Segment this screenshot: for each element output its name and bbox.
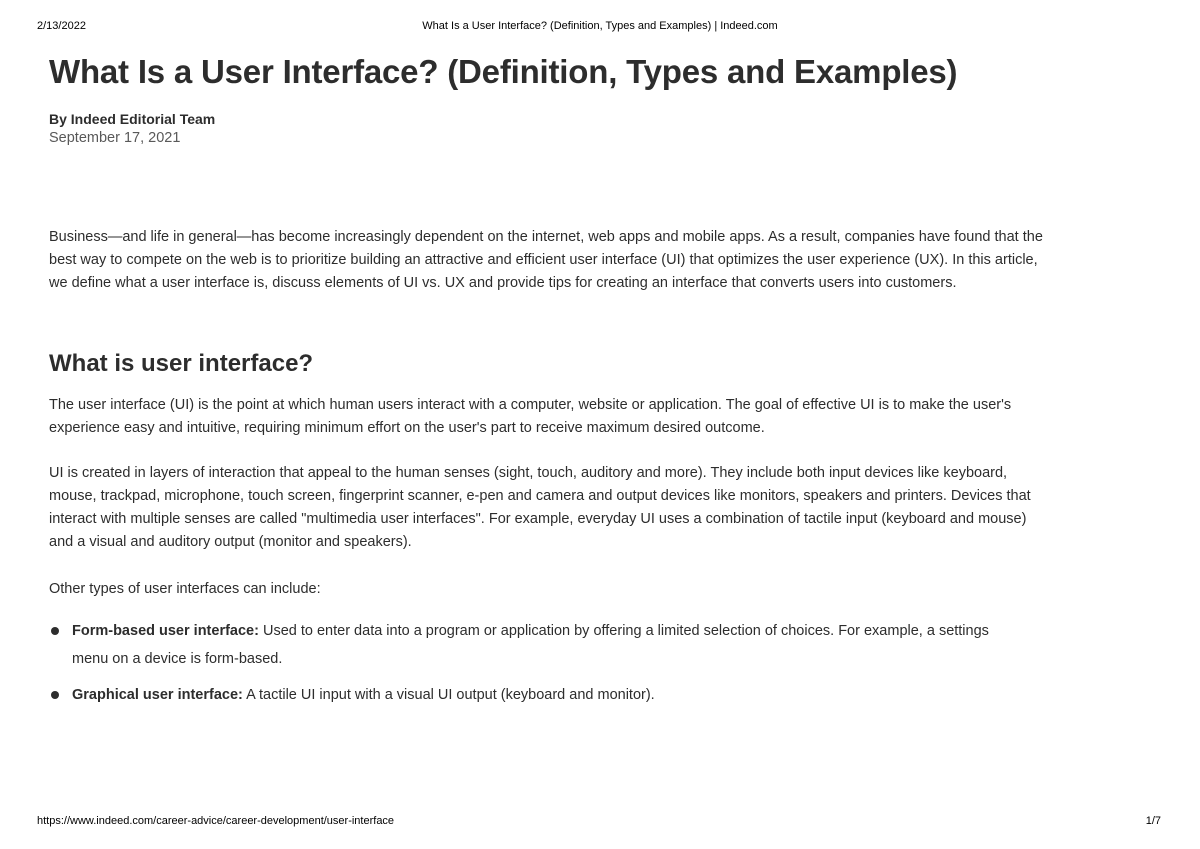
list-item [49,681,1012,709]
article [49,50,1049,703]
list-item [49,617,1012,673]
body-paragraph-1: The user interface (UI) is the point at which human users interact with a computer, website or application. The goal of effective UI is to make the user's experience easy and intuitive, requiring minimum effort on the user's part to receive maximum desired outcome. [49,397,1012,436]
body-paragraph-2: UI is created in layers of interaction that appeal to the human senses (sight, touch, auditory and more). They include both input devices like keyboard, mouse, trackpad, microphone, touch screen, fingerprint scanner, e-pen and camera and output devices like monitors, speakers and printers. Devices that interact with multiple senses are called "multimedia user interfaces". For example, everyday UI uses a combination of tactile input (keyboard and mouse) and a visual and auditory output (monitor and speakers). [49,465,1031,550]
list-item-term: Form-based user interface: [72,623,259,639]
list-item-term: Graphical user interface: [72,687,243,703]
publish-date: September 17, 2021 [49,130,181,146]
article-title: What Is a User Interface? (Definition, Types and Examples) [49,53,958,90]
print-url[interactable]: https://www.indeed.com/career-advice/career-development/user-interface [37,815,395,827]
author-byline[interactable]: By Indeed Editorial Team [49,111,216,127]
ui-types-list [49,617,1044,717]
print-footer [0,815,1200,831]
print-date: 2/13/2022 [37,20,86,32]
bullet-icon [51,691,59,699]
print-page-title: What Is a User Interface? (Definition, Types and Examples) | Indeed.com [422,20,778,32]
section-heading: What is user interface? [49,350,314,377]
page-number: 1/7 [1145,815,1161,827]
body-paragraph-3: Other types of user interfaces can include: [49,581,321,597]
list-item-text: A tactile UI input with a visual UI output (keyboard and monitor). [242,687,655,703]
list-item-text: Used to enter data into a program or application by offering a limited selection of choices. For example, a settings menu on a device is form-based. [72,623,989,667]
intro-paragraph: Business—and life in general—has become increasingly dependent on the internet, web apps and mobile apps. As a result, companies have found that the best way to compete on the web is to prioritize building an attractive and efficient user interface (UI) that optimizes the user experience (UX). In this article, we define what a user interface is, discuss elements of UI vs. UX and provide tips for creating an interface that converts users into customers. [49,229,1043,291]
print-header [0,20,1200,36]
bullet-icon [51,627,59,635]
